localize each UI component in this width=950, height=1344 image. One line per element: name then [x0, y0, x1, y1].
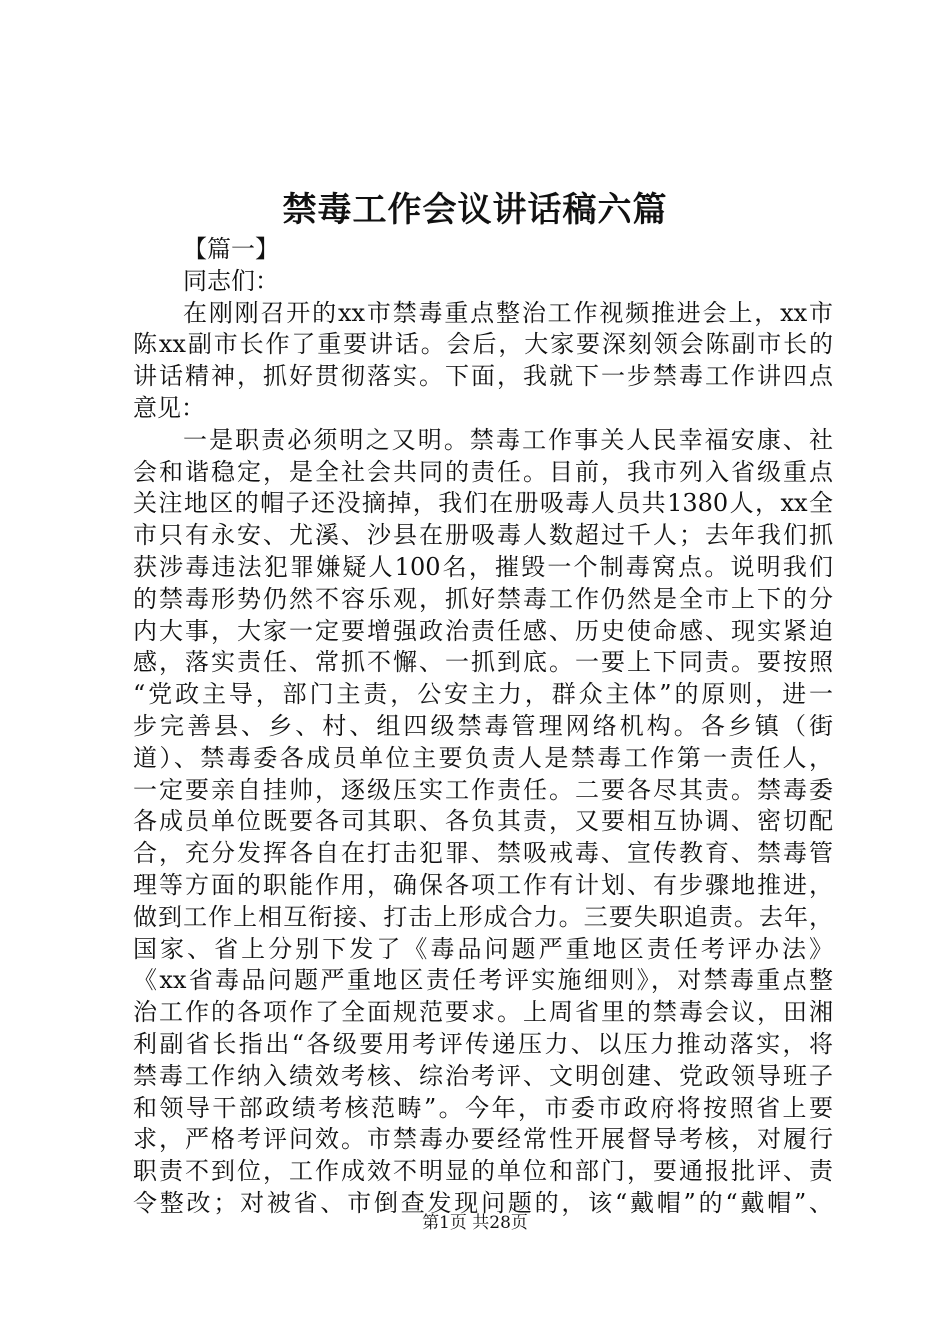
- paragraph-line: 禁毒工作纳入绩效考核、综治考评、文明创建、党政领导班子: [133, 1061, 833, 1090]
- page-number-footer: 第1页 共28页: [422, 1213, 528, 1233]
- paragraph-line: 的禁毒形势仍然不容乐观，抓好禁毒工作仍然是全市上下的分: [133, 584, 833, 613]
- paragraph-line: 陈xx副市长作了重要讲话。会后，大家要深刻领会陈副市长的: [133, 330, 833, 359]
- paragraph-line: 《xx省毒品问题严重地区责任考评实施细则》，对禁毒重点整: [133, 966, 833, 995]
- document-body: [133, 234, 833, 1220]
- paragraph-line: 市只有永安、尤溪、沙县在册吸毒人数超过千人；去年我们抓: [133, 521, 833, 550]
- paragraph-line: 理等方面的职能作用，确保各项工作有计划、有步骤地推进，: [133, 870, 833, 899]
- paragraph-line: 治工作的各项作了全面规范要求。上周省里的禁毒会议，田湘: [133, 998, 833, 1027]
- salutation: 同志们：: [183, 266, 279, 295]
- paragraph-line: 合，充分发挥各自在打击犯罪、禁吸戒毒、宣传教育、禁毒管: [133, 839, 833, 868]
- paragraph-line: 令整改；对被省、市倒查发现问题的，该“戴帽”的“戴帽”、: [133, 1188, 833, 1217]
- paragraph-line: 利副省长指出“各级要用考评传递压力、以压力推动落实，将: [133, 1029, 833, 1058]
- paragraph-line: 讲话精神，抓好贯彻落实。下面，我就下一步禁毒工作讲四点: [133, 362, 833, 391]
- paragraph-line: 做到工作上相互衔接、打击上形成合力。三要失职追责。去年，: [133, 902, 833, 931]
- paragraph-line: “党政主导，部门主责，公安主力，群众主体”的原则，进一: [133, 680, 833, 709]
- paragraph-line: 一是职责必须明之又明。禁毒工作事关人民幸福安康、社: [183, 425, 833, 454]
- document-title: 禁毒工作会议讲话稿六篇: [282, 190, 668, 230]
- paragraph-line: 国家、省上分别下发了《毒品问题严重地区责任考评办法》: [133, 934, 833, 963]
- paragraph-line: 会和谐稳定，是全社会共同的责任。目前，我市列入省级重点: [133, 457, 833, 486]
- paragraph-line: 职责不到位，工作成效不明显的单位和部门，要通报批评、责: [133, 1157, 833, 1186]
- section-heading: 【篇一】: [183, 235, 279, 263]
- paragraph-line: 获涉毒违法犯罪嫌疑人100名，摧毁一个制毒窝点。说明我们: [133, 552, 833, 581]
- paragraph-line: 各成员单位既要各司其职、各负其责，又要相互协调、密切配: [133, 807, 833, 836]
- paragraph-line: 关注地区的帽子还没摘掉，我们在册吸毒人员共1380人，xx全: [133, 489, 833, 518]
- paragraph-line: 感，落实责任、常抓不懈、一抓到底。一要上下同责。要按照: [133, 648, 833, 677]
- paragraph-line: 和领导干部政绩考核范畴”。今年，市委市政府将按照省上要: [133, 1093, 833, 1122]
- paragraph-line: 内大事，大家一定要增强政治责任感、历史使命感、现实紧迫: [133, 616, 833, 645]
- paragraph-line: 在刚刚召开的xx市禁毒重点整治工作视频推进会上，xx市: [183, 298, 833, 327]
- paragraph-line: 道）、禁毒委各成员单位主要负责人是禁毒工作第一责任人，: [133, 743, 833, 772]
- paragraph-line: 意见：: [133, 393, 205, 422]
- paragraph-line: 步完善县、乡、村、组四级禁毒管理网络机构。各乡镇（街: [133, 711, 833, 740]
- paragraph-line: 一定要亲自挂帅，逐级压实工作责任。二要各尽其责。禁毒委: [133, 775, 833, 804]
- paragraph-line: 求，严格考评问效。市禁毒办要经常性开展督导考核，对履行: [133, 1125, 833, 1154]
